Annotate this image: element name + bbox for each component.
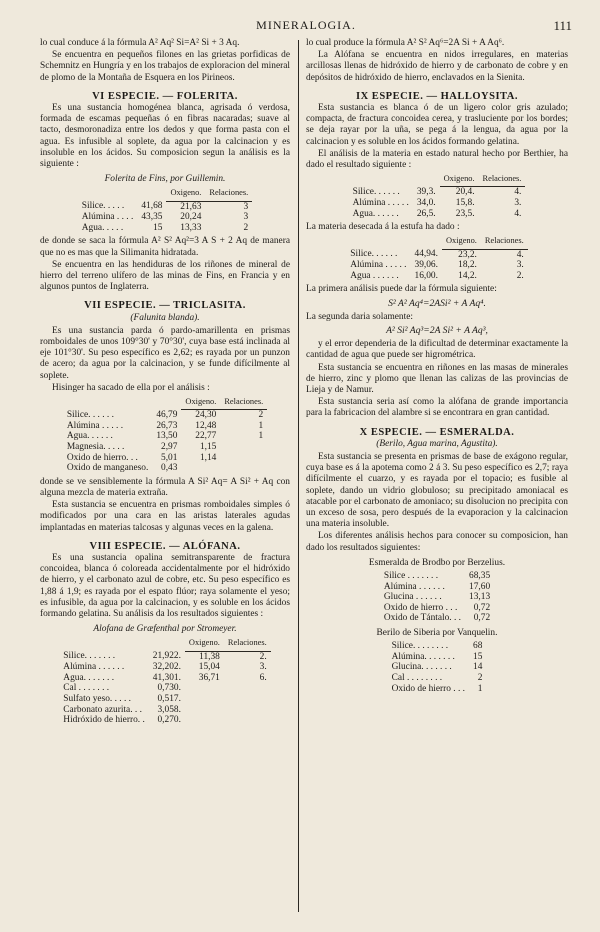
table-row: Agua . . . . . . 16,00. 14,2. 2. xyxy=(350,270,524,281)
table-row: Cal . . . . . . . . 2 xyxy=(391,673,483,684)
analysis-table-berilo xyxy=(388,641,487,694)
table-caption: Folerita de Fins, por Guillemin. xyxy=(104,174,226,185)
analysis-table-halloysita-dried xyxy=(346,235,527,281)
table-row: Agua. . . . . 15 13,33 2 xyxy=(81,222,249,233)
column-header: Relaciones. xyxy=(481,235,528,249)
table-row: Agua. . . . . . 13,50 22,77 1 xyxy=(66,431,264,442)
table-row: Silice. . . . . 41,68 21,63 3 xyxy=(81,201,249,212)
table-row: Silice. . . . . . 46,79 24,30 2 xyxy=(66,410,264,421)
paragraph: de donde se saca la fórmula A² S² Aq²=3 A S + 2 Aq de manera que no es mas que la Silimanita hidratada. xyxy=(40,236,290,258)
paragraph: El análisis de la materia en estado natural hecho por Berthier, ha dado el resultado siguiente : xyxy=(306,148,568,171)
paragraph: Esta sustancia se presenta en prismas de base de exágono regular, cuya base es á la apotema como 2 á 3. Su peso específico es 2,7; raya difícilmente el cuarzo, y es rayada por el topacio; es fusible al soplete, dando un vidrio globuloso; su precipitado amoniacal es atacable por el carbonato de amoniaco; su disolucion no precipita con un exceso de sosa, pero después de la evaporacion y la calcinacion una materia insoluble. xyxy=(306,452,568,530)
table-row: Alúmina . . . . 43,35 20,24 3 xyxy=(81,212,249,223)
paragraph: Es una sustancia parda ó pardo-amarillenta en prismas romboidales de unos 109°30' y 70°30', cuya base está inclinada al eje 101°30'. Su peso específico es 2,62; es rayada por un punzon de acero; da agua por la calcinacion, y se funde difícilmente al soplete. xyxy=(40,325,290,381)
table-caption: Esmeralda de Brodbo por Berzelius. xyxy=(368,557,506,568)
table-row: Silice. . . . . . . . 68 xyxy=(391,641,483,652)
table-row: Glucina. . . . . . . 14 xyxy=(391,662,483,673)
table-row: Oxido de hierro . . . 0,72 xyxy=(383,602,491,613)
paragraph: La materia desecada á la estufa ha dado : xyxy=(306,222,460,233)
running-title: MINERALOGIA. xyxy=(256,18,356,32)
paragraph: lo cual conduce á la fórmula A² Aq² Si=A² Si + 3 Aq. xyxy=(40,38,240,48)
section-subtitle: (Berilo, Agua marina, Agustita). xyxy=(376,438,498,449)
paragraph: Hisinger ha sacado de ella por el análisis : xyxy=(52,382,210,393)
paragraph: Esta sustancia se encuentra en riñones en las masas de minerales de hierro, zinc y plomo que llenan las calizas de las provincias de Lieja y de Namur. xyxy=(306,362,568,396)
table-row: Silice . . . . . . . 68,35 xyxy=(383,571,491,582)
table-row: Agua. . . . . . . 41,301. 36,71 6. xyxy=(63,672,267,683)
column-divider xyxy=(298,40,299,912)
left-column xyxy=(40,38,290,912)
analysis-table-alofana xyxy=(59,637,270,725)
analysis-table-folerita xyxy=(78,187,252,233)
column-header: Relaciones. xyxy=(224,637,271,651)
paragraph: Los diferentes análisis hechos para conocer su composicion, han dado los resultados siguientes: xyxy=(306,531,568,553)
analysis-table-halloysita-natural xyxy=(349,173,526,219)
paragraph: Esta sustancia se encuentra en prismas romboidales simples ó modificados por una cara en las aristas laterales agudas implantadas en materias talcosas y algunas veces en la galena. xyxy=(40,500,290,533)
table-caption: Berilo de Siberia por Vanquelin. xyxy=(376,628,498,639)
paragraph: donde se ve sensiblemente la fórmula A Si² Aq= A Si² + Aq con alguna mezcla de materia extraña. xyxy=(40,476,290,499)
table-row: Alúmina. . . . . . . 15 xyxy=(391,651,483,662)
table-row: Carbonato azurita. . . 3,058. xyxy=(63,704,181,715)
section-heading-alofana: VIII ESPECIE. — ALÓFANA. xyxy=(89,540,241,552)
paragraph: Esta sustancia seria así como la alófana de grande importancia para la fabricacion del alambre si se encontrara en gran cantidad. xyxy=(306,397,568,419)
table-row: Alúmina . . . . . 26,73 12,48 1 xyxy=(66,420,264,431)
analysis-table-triclasita xyxy=(63,396,267,474)
column-header: Oxigeno. xyxy=(442,235,481,249)
paragraph: La segunda daria solamente: xyxy=(306,311,413,322)
right-column xyxy=(306,38,568,912)
column-header: Oxigeno. xyxy=(185,637,224,651)
section-heading-triclasita: VII ESPECIE. — TRICLASITA. xyxy=(84,300,246,312)
paragraph: Esta sustancia es blanca ó de un ligero color gris azulado; compacta, de fractura concoidea cerea, y trasluciente por los bordes; se deja rayar por la uña, se pega á la lengua, da agua por la calcinacion y es soluble en los ácidos formando gelatina. xyxy=(306,103,568,147)
table-row: Sulfato yeso. . . . . 0,517. xyxy=(63,694,181,705)
page-number: 111 xyxy=(553,18,572,33)
analysis-table-esmeralda xyxy=(380,571,494,624)
column-header: Relaciones. xyxy=(220,396,267,410)
table-row: Glucina . . . . . . 13,13 xyxy=(383,592,491,603)
table-row: Alúmina . . . . . 39,06. 18,2. 3. xyxy=(350,260,524,271)
section-heading-halloysita: IX ESPECIE. — HALLOYSITA. xyxy=(356,90,518,102)
table-row: Magnesia. . . . . 2,97 1,15 xyxy=(66,442,217,453)
table-row: Oxido de hierro . . . 1 xyxy=(391,683,483,694)
table-row: Oxido de manganeso. 0,43 xyxy=(66,463,178,474)
paragraph: Es una sustancia opalina semitransparente de fractura concoidea, blanca ó coloreada accidentalmente por el hidróxido de hierro, y el carbonato azul de cobre, etc. Su peso específico es 1,88 á 1,9; es rayada por el espato flúor; raya solamente el yeso; es infusible, da agua por la calcinacion, y es soluble en los ácidos formando gelatina. Su análisis da los resultados siguientes : xyxy=(40,553,290,620)
table-row: Silice. . . . . . 39,3. 20,4. 4. xyxy=(352,187,522,198)
paragraph: lo cual produce la fórmula A² S² Aq⁶=2A Si + A Aq⁶. xyxy=(306,38,505,48)
column-header: Oxigeno. xyxy=(166,187,205,201)
table-row: Agua. . . . . . 26,5. 23,5. 4. xyxy=(352,208,522,219)
table-row: Silice. . . . . . . 21,922. 11,38 2. xyxy=(63,651,267,662)
table-row: Oxido de Tántalo. . . 0,72 xyxy=(383,613,491,624)
table-row: Cal . . . . . . . 0,730. xyxy=(63,683,181,694)
formula: S² A² Aq⁴=2ASi² + A Aq⁴. xyxy=(388,297,486,309)
column-header: Oxigeno. xyxy=(440,173,479,187)
section-heading-esmeralda: X ESPECIE. — ESMERALDA. xyxy=(359,426,515,438)
paragraph: y el error dependeria de la dificultad de determinar exactamente la cantidad de agua que puede ser higrométrica. xyxy=(306,339,568,361)
paragraph: Se encuentra en las hendiduras de los riñones de mineral de hierro del terreno ulífero de las minas de Fins, en Francia y en algunos puntos de Inglaterra. xyxy=(40,259,290,293)
section-heading-folerita: VI ESPECIE. — FOLERITA. xyxy=(92,90,238,102)
column-header: Oxigeno. xyxy=(181,396,220,410)
column-header: Relaciones. xyxy=(479,173,526,187)
table-caption: Alofana de Græfenthal por Stromeyer. xyxy=(93,624,237,635)
table-row: Alúmina . . . . . . 17,60 xyxy=(383,581,491,592)
table-row: Alúmina . . . . . . 32,202. 15,04 3. xyxy=(63,662,267,673)
paragraph: La Alófana se encuentra en nidos irregulares, en materias arcillosas llenas de hidróxido de hierro y de carbonato de cobre y en depósitos de hidróxido de hierro, enclavados en la Sienita. xyxy=(306,50,568,83)
section-subtitle: (Falunita blanda). xyxy=(130,312,200,323)
table-row: Hidróxido de hierro. . 0,270. xyxy=(63,715,181,726)
column-header: Relaciones. xyxy=(205,187,252,201)
table-row: Oxido de hierro. . . 5,01 1,14 xyxy=(66,452,217,463)
table-row: Silice. . . . . . 44,94. 23,2. 4. xyxy=(350,249,524,260)
paragraph: Es una sustancia homogénea blanca, agrisada ó verdosa, formada de escamas pequeñas ó en fibras nacaradas; suave al tacto, desmoronadiza entre los dedos y que forma pasta con el agua. Es infusible al soplete, da agua por la calcinacion y es insoluble en los ácidos. Su composicion segun la análisis es la siguiente : xyxy=(40,103,290,170)
table-row: Alúmina . . . . . 34,0. 15,8. 3. xyxy=(352,198,522,209)
paragraph: Se encuentra en pequeños filones en las grietas porfidicas de Schemnitz en Hungría y en los trabajos de exploracion del mineral de plomo de la Montaña de Esquera en los Pirineos. xyxy=(40,50,290,83)
paragraph: La primera análisis puede dar la fórmula siguiente: xyxy=(306,284,497,295)
page-header xyxy=(40,18,572,38)
formula: A² Si² Aq³=2A Si² + A Aq³, xyxy=(386,325,488,337)
